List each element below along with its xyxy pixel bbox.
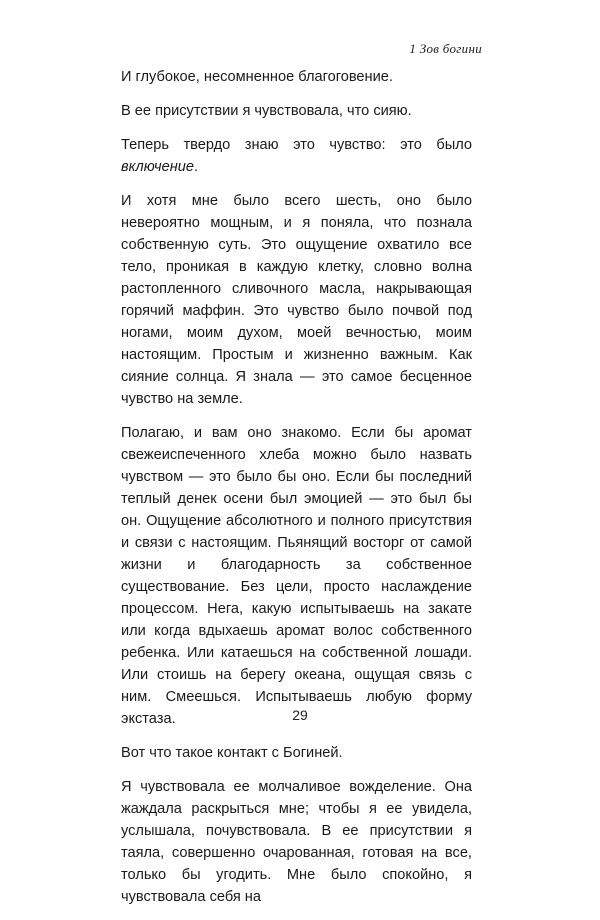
emphasized-word: включение [121,159,194,175]
paragraph-text: Теперь твердо знаю это чувство: это было [121,137,472,153]
running-head: 1 Зов богини [409,41,482,56]
page-number: 29 [292,707,308,723]
body-text [121,66,472,920]
paragraph [121,134,472,178]
paragraph: И хотя мне было всего шесть, оно было невероятно мощным, и я поняла, что познала собственную суть. Это ощущение охватило все тело, проникая в каждую клетку, словно волна растопленного сливочного масла, накрывающая горячий маффин. Это чувство было почвой под ногами, моим духом, моей вечностью, моим настоящим. Простым и жизненно важным. Как сияние солнца. Я знала — это самое бесценное чувство на земле. [121,193,472,407]
paragraph: Вот что такое контакт с Богиней. [121,745,343,761]
paragraph-end: . [194,159,199,175]
paragraph: Я чувствовала ее молчаливое вожделение. Она жаждала раскрыться мне; чтобы я ее увидела, услышала, почувствовала. В ее присутствии я таяла, совершенно очарованная, готовая на все, только бы угодить. Мне было спокойно, я чувствовала себя на [121,779,472,905]
paragraph: В ее присутствии я чувствовала, что сияю. [121,103,412,119]
paragraph: Полагаю, и вам оно знакомо. Если бы аромат свежеиспеченного хлеба можно было назвать чувством — это было бы оно. Если бы последний теплый денек осени был эмоцией — это был бы он. Ощущение абсолютного и полного присутствия и связи с настоящим. Пьянящий восторг от самой жизни и благодарность за собственное существование. Без цели, просто наслаждение процессом. Нега, какую испытываешь на закате или когда вдыхаешь аромат волос собственного ребенка. Или катаешься на собственной лошади. Или стоишь на берегу океана, ощущая связь с ним. Смеешься. Испытываешь любую форму экстаза. [121,425,472,727]
paragraph: И глубокое, несомненное благоговение. [121,69,393,85]
